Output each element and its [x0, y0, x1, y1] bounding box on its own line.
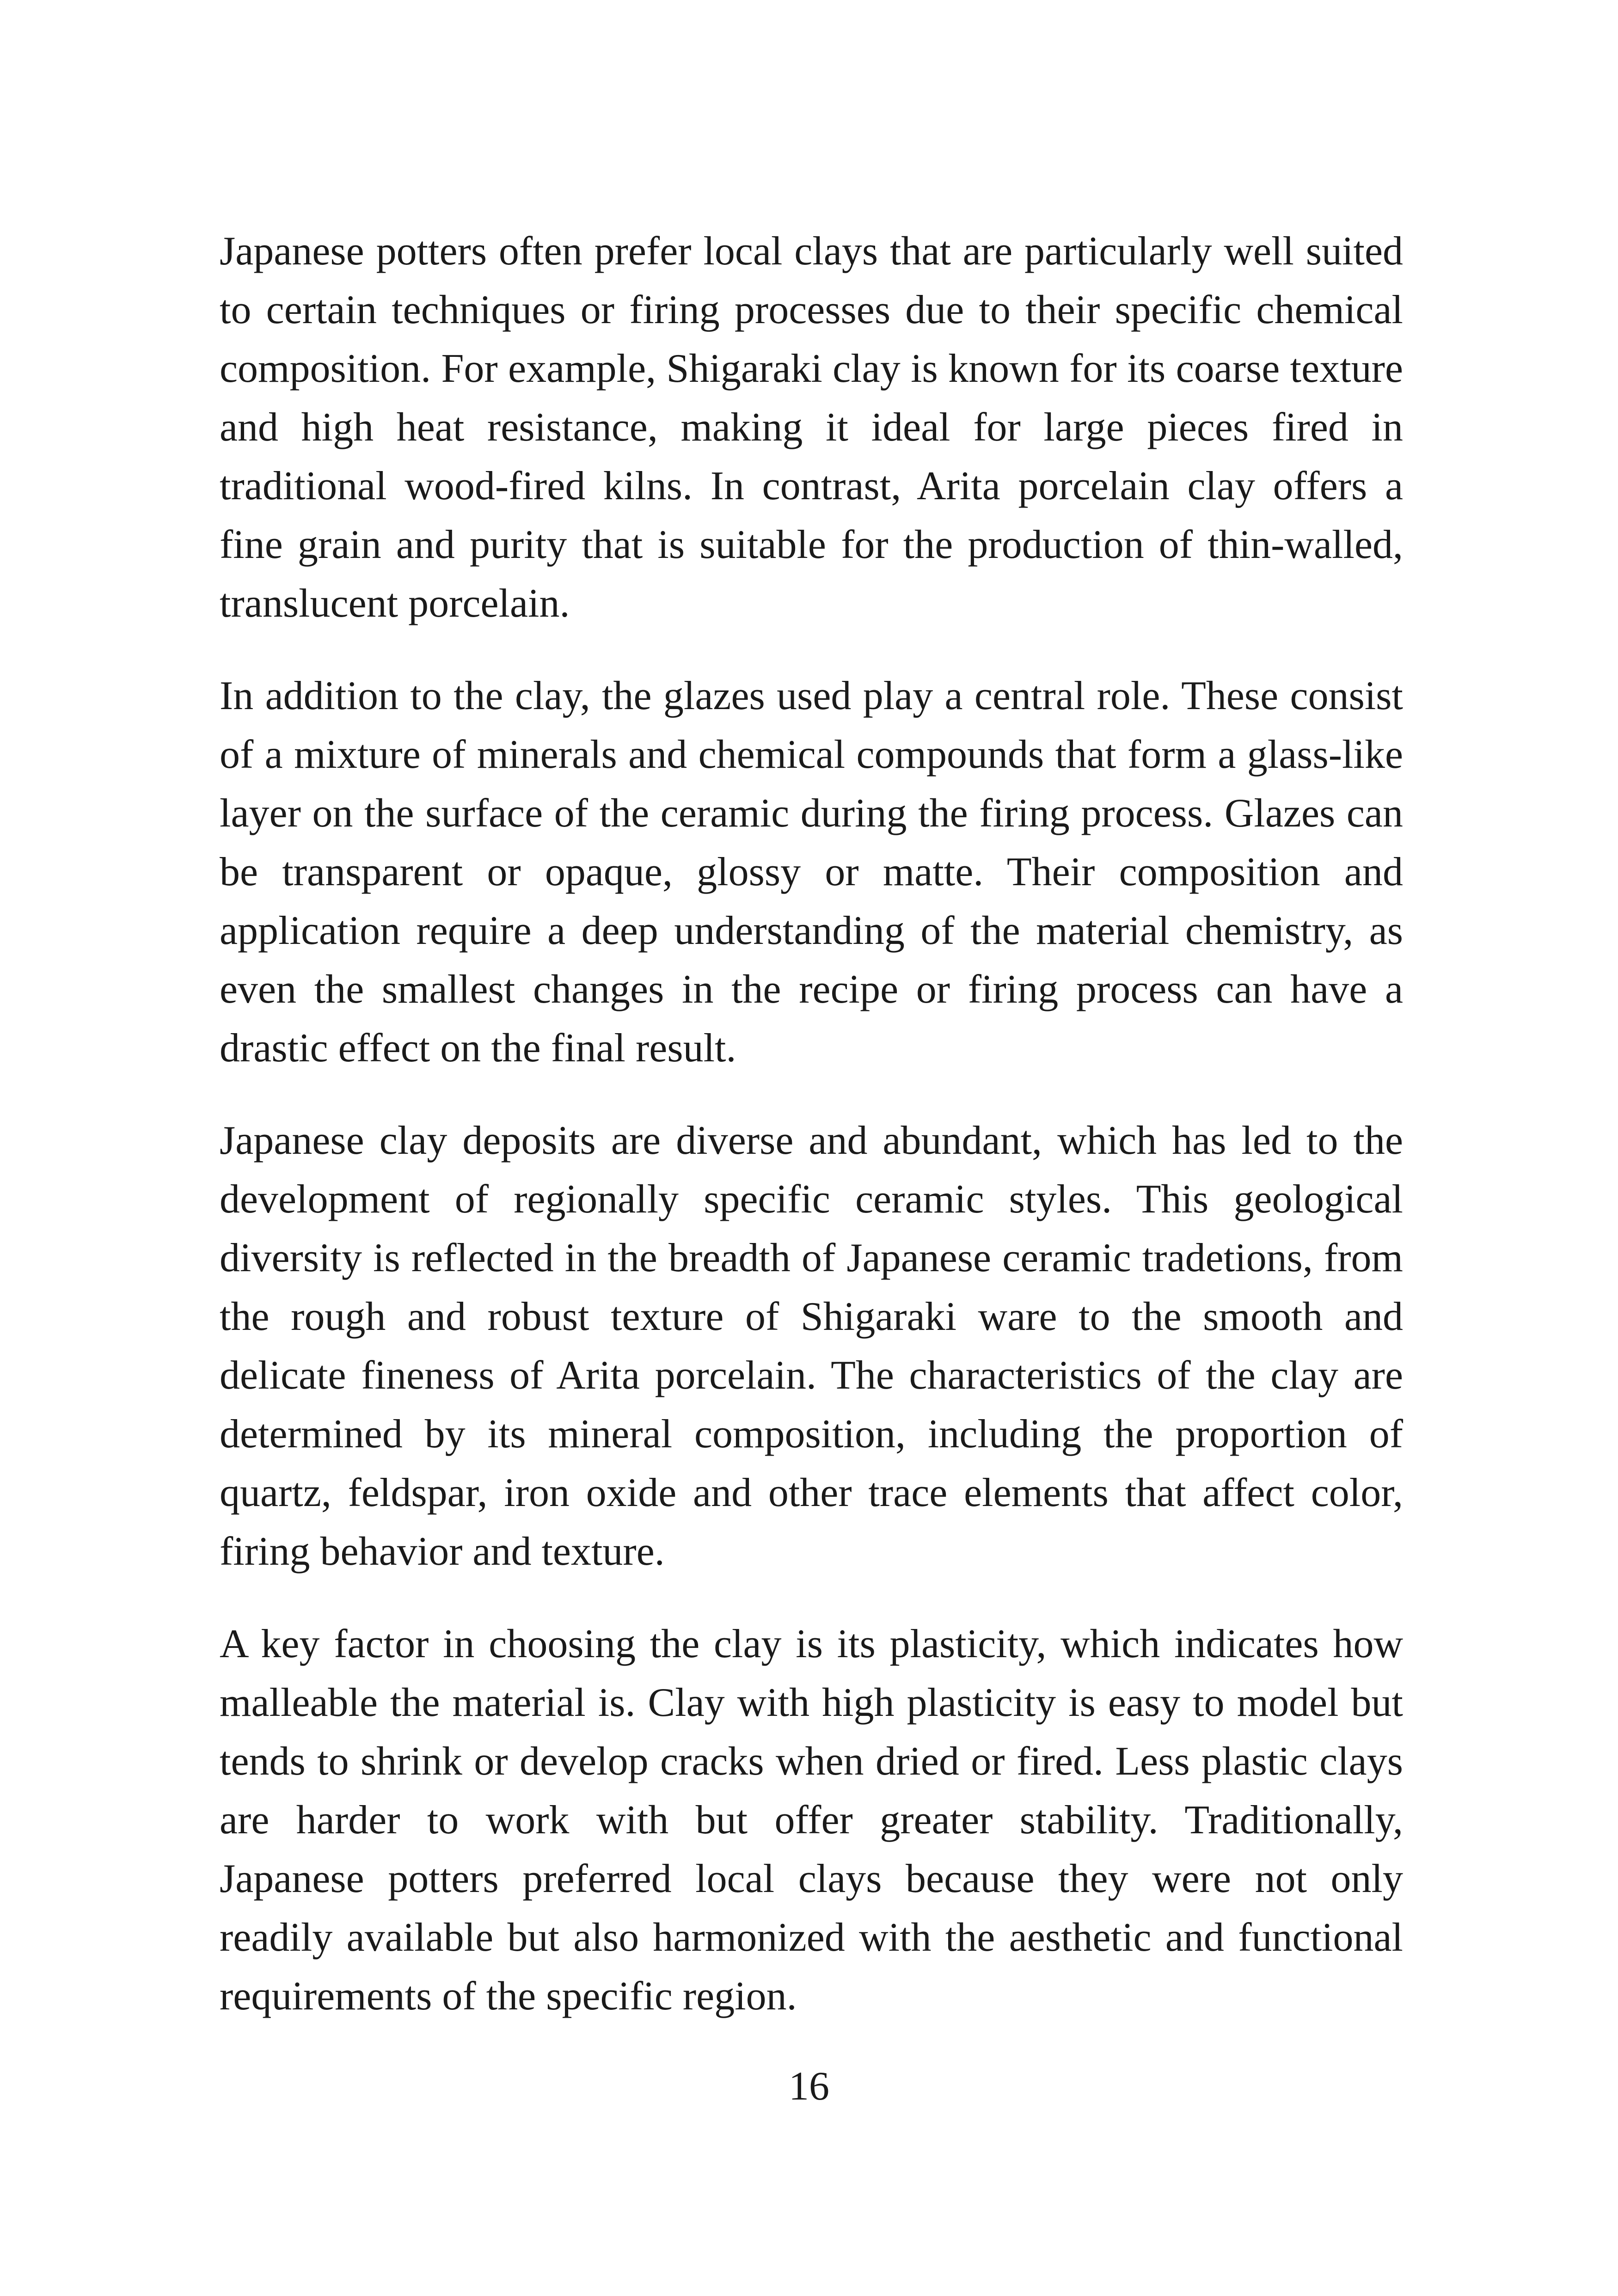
paragraph-glazes: In addition to the clay, the glazes used play a central role. These consist of a mixture of minerals and chemical compounds that form a glass-like layer on the surface of the ceramic during the firing process. Glazes can be transparent or opaque, glossy or matte. Their composition and application require a deep understanding of the material chemistry, as even the smallest changes in the recipe or firing process can have a drastic effect on the final result.: [220, 673, 1403, 1071]
paragraph-clay-selection: Japanese potters often prefer local clays that are particularly well suited to certain techniques or firing processes due to their specific chemical composition. For example, Shigaraki clay is known for its coarse texture and high heat resistance, making it ideal for large pieces fired in traditional wood-fired kilns. In contrast, Arita porcelain clay offers a fine grain and purity that is suitable for the production of thin-walled, translucent porcelain.: [220, 229, 1403, 626]
body-text: [220, 222, 1403, 2059]
paragraph-clay-deposits: Japanese clay deposits are diverse and abundant, which has led to the development of regionally specific ceramic styles. This geological diversity is reflected in the breadth of Japanese ceramic tradetions, from the rough and robust texture of Shigaraki ware to the smooth and delicate fineness of Arita porcelain. The characteristics of the clay are determined by its mineral composition, including the proportion of quartz, feldspar, iron oxide and other trace elements that affect color, firing behavior and texture.: [220, 1118, 1403, 1574]
paragraph-plasticity: A key factor in choosing the clay is its plasticity, which indicates how malleable the material is. Clay with high plasticity is easy to model but tends to shrink or develop cracks when dried or fired. Less plastic clays are harder to work with but offer greater stability. Traditionally, Japanese potters preferred local clays because they were not only readily available but also harmonized with the aesthetic and functional requirements of the specific region.: [220, 1622, 1403, 2019]
page-number: 16: [789, 2064, 829, 2109]
